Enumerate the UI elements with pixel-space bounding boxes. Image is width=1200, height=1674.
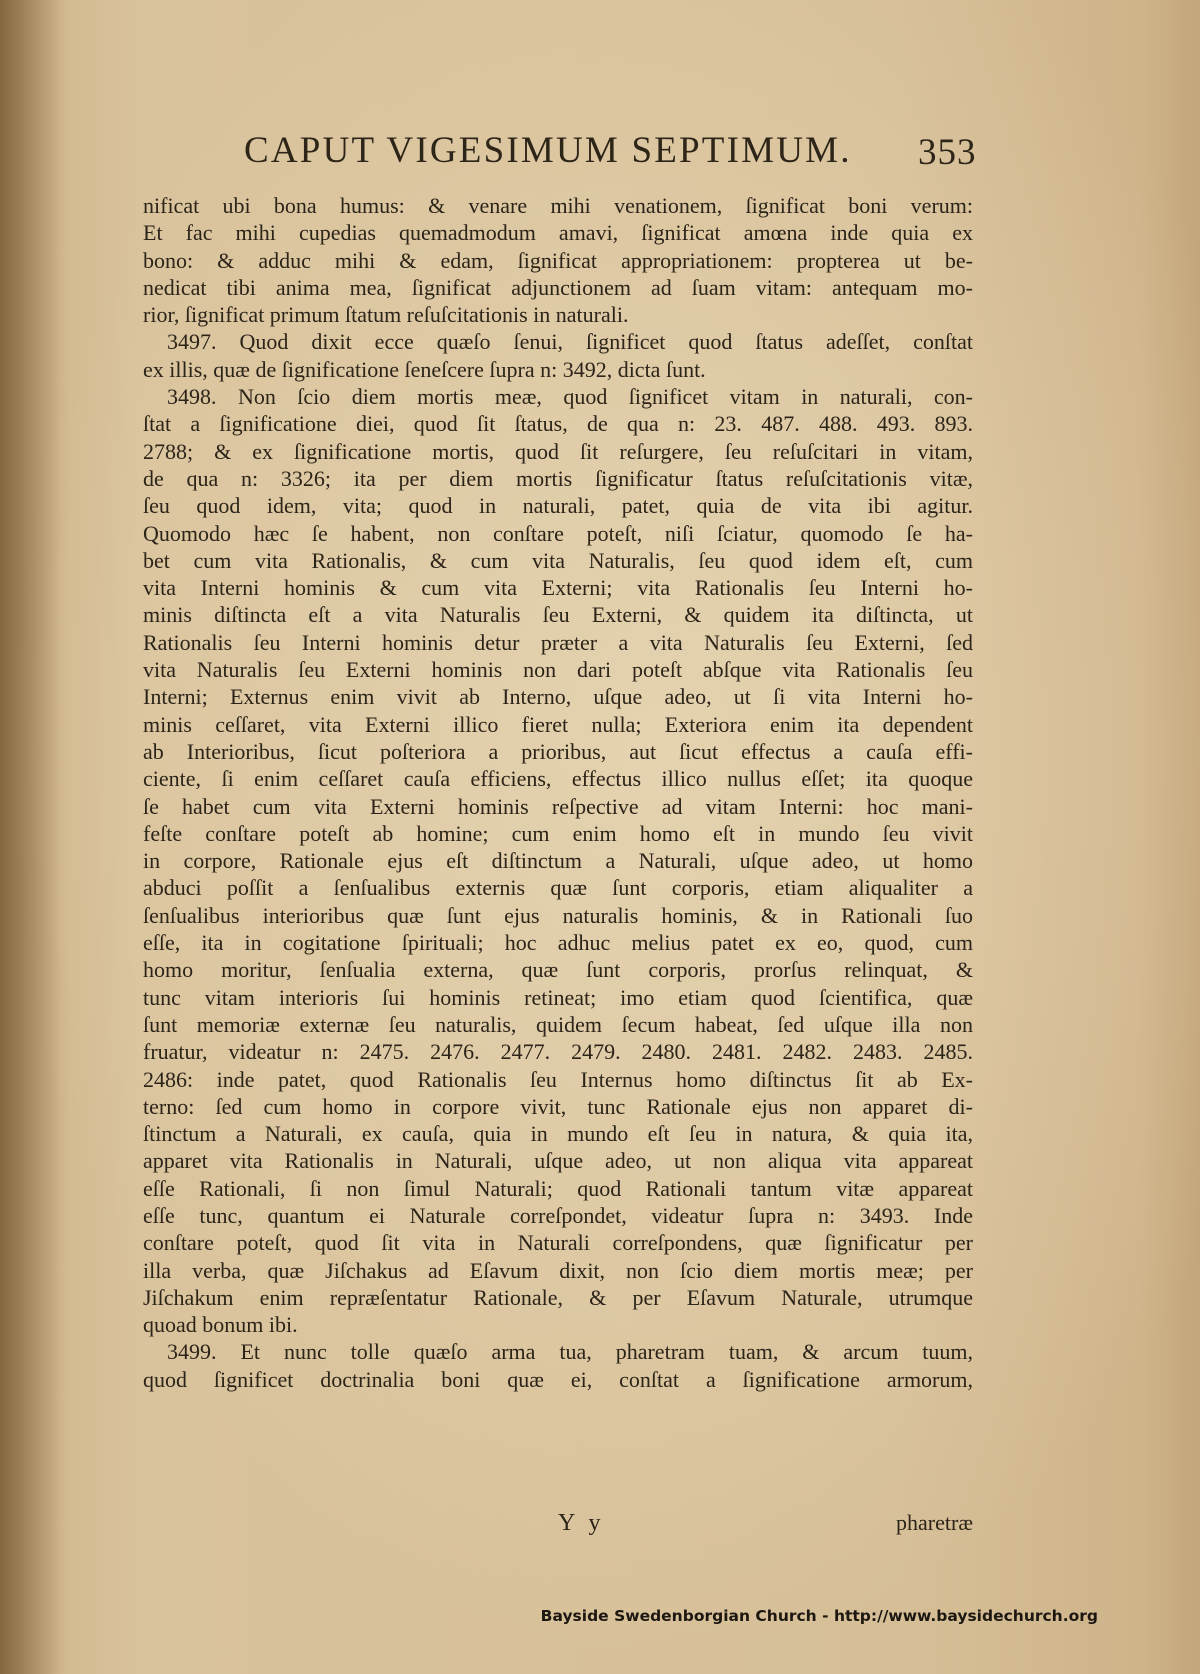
signature-mark: Y y [558, 1510, 605, 1536]
running-head [0, 123, 1200, 183]
text-line: abduci poſſit a ſenſualibus externis quæ ſunt corporis, etiam aliqualiter a [143, 875, 973, 901]
text-line: nificat ubi bona humus: & venare mihi venationem, ſignificat boni verum: [143, 193, 973, 218]
catchword: pharetræ [896, 1510, 973, 1535]
text-line: eſſe Rationali, ſi non ſimul Naturali; quod Rationali tantum vitæ appareat [143, 1175, 973, 1201]
text-line: quod ſignificet doctrinalia boni quæ ei, conſtat a ſignificatione armorum, [143, 1366, 973, 1392]
text-line: ab Interioribus, ſicut poſteriora a prioribus, aut ſicut effectus a cauſa effi- [143, 738, 973, 764]
text-line: ſenſualibus interioribus quæ ſunt ejus naturalis hominis, & in Rationali ſuo [143, 902, 973, 928]
text-line: 3497. Quod dixit ecce quæſo ſenui, ſignificet quod ſtatus adeſſet, conſtat [167, 329, 973, 355]
scan-credit: Bayside Swedenborgian Church - http://www.baysidechurch.org [540, 1607, 1098, 1625]
text-line: rior, ſignificat primum ſtatum reſuſcitationis in naturali. [143, 302, 629, 328]
text-line: apparet vita Rationalis in Naturali, uſque adeo, ut non aliqua vita appareat [143, 1148, 973, 1174]
text-line: de qua n: 3326; ita per diem mortis ſignificatur ſtatus reſuſcitationis vitæ, [143, 465, 973, 491]
text-line: minis diſtincta eſt a vita Naturalis ſeu Externi, & quidem ita diſtincta, ut [143, 602, 973, 628]
page-footer [143, 1510, 973, 1540]
text-line: Rationalis ſeu Interni hominis detur præter a vita Naturalis ſeu Externi, ſed [143, 629, 973, 655]
running-title: CAPUT VIGESIMUM SEPTIMUM. [244, 130, 852, 171]
text-line: bono: & adduc mihi & edam, ſignificat appropriationem: propterea ut be- [143, 247, 973, 273]
text-line: 3499. Et nunc tolle quæſo arma tua, pharetram tuam, & arcum tuum, [167, 1339, 973, 1365]
text-line: Quomodo hæc ſe habent, non conſtare poteſt, niſi ſciatur, quomodo ſe ha- [143, 520, 973, 546]
body-text [143, 192, 973, 1393]
text-line: ſeu quod idem, vita; quod in naturali, patet, quia de vita ibi agitur. [143, 493, 973, 519]
text-line: Et fac mihi cupedias quemadmodum amavi, ſignificat amœna inde quia ex [143, 220, 973, 246]
text-line: homo moritur, ſenſualia externa, quæ ſunt corporis, prorſus relinquat, & [143, 957, 973, 983]
text-line: ex illis, quæ de ſignificatione ſeneſcere ſupra n: 3492, dicta ſunt. [143, 356, 706, 382]
text-line: conſtare poteſt, quod ſit vita in Naturali correſpondens, quæ ſignificatur per [143, 1230, 973, 1256]
text-line: Jiſchakum enim repræſentatur Rationale, & per Eſavum Naturale, utrumque [143, 1284, 973, 1310]
text-line: vita Interni hominis & cum vita Externi; vita Rationalis ſeu Interni ho- [143, 575, 973, 601]
text-line: quoad bonum ibi. [143, 1312, 298, 1338]
text-line: Interni; Externus enim vivit ab Interno, uſque adeo, ut ſi vita Interni ho- [143, 684, 973, 710]
text-line: nedicat tibi anima mea, ſignificat adjunctionem ad ſuam vitam: antequam mo- [143, 274, 973, 300]
text-line: fruatur, videatur n: 2475. 2476. 2477. 2479. 2480. 2481. 2482. 2483. 2485. [143, 1039, 973, 1065]
text-line: ſtinctum a Naturali, ex cauſa, quia in mundo eſt ſeu in natura, & quia ita, [143, 1121, 973, 1147]
text-line: ſe habet cum vita Externi hominis reſpective ad vitam Interni: hoc mani- [143, 793, 973, 819]
page-number: 353 [918, 132, 977, 173]
text-line: eſſe tunc, quantum ei Naturale correſpondet, videatur ſupra n: 3493. Inde [143, 1202, 973, 1228]
text-line: ſunt memoriæ externæ ſeu naturalis, quidem ſecum habeat, ſed uſque illa non [143, 1011, 973, 1037]
text-line: ciente, ſi enim ceſſaret cauſa efficiens, effectus illico nullus eſſet; ita quoque [143, 766, 973, 792]
text-line: minis ceſſaret, vita Externi illico fieret nulla; Exteriora enim ita dependent [143, 711, 973, 737]
text-line: bet cum vita Rationalis, & cum vita Naturalis, ſeu quod idem eſt, cum [143, 547, 973, 573]
text-line: eſſe, ita in cogitatione ſpirituali; hoc adhuc melius patet ex eo, quod, cum [143, 930, 973, 956]
text-line: 3498. Non ſcio diem mortis meæ, quod ſignificet vitam in naturali, con- [167, 384, 973, 410]
text-line: vita Naturalis ſeu Externi hominis non dari poteſt abſque vita Rationalis ſeu [143, 657, 973, 683]
text-line: illa verba, quæ Jiſchakus ad Eſavum dixit, non ſcio diem mortis meæ; per [143, 1257, 973, 1283]
text-line: in corpore, Rationale ejus eſt diſtinctum a Naturali, uſque adeo, ut homo [143, 848, 973, 874]
gutter-shadow [0, 0, 60, 1674]
text-line: ſtat a ſignificatione diei, quod ſit ſtatus, de qua n: 23. 487. 488. 493. 893. [143, 411, 973, 437]
text-line: feſte conſtare poteſt ab homine; cum enim homo eſt in mundo ſeu vivit [143, 820, 973, 846]
text-line: 2788; & ex ſignificatione mortis, quod ſit reſurgere, ſeu reſuſcitari in vitam, [143, 438, 973, 464]
text-line: terno: ſed cum homo in corpore vivit, tunc Rationale ejus non apparet di- [143, 1093, 973, 1119]
text-line: 2486: inde patet, quod Rationalis ſeu Internus homo diſtinctus ſit ab Ex- [143, 1066, 973, 1092]
text-line: tunc vitam interioris ſui hominis retineat; imo etiam quod ſcientifica, quæ [143, 984, 973, 1010]
